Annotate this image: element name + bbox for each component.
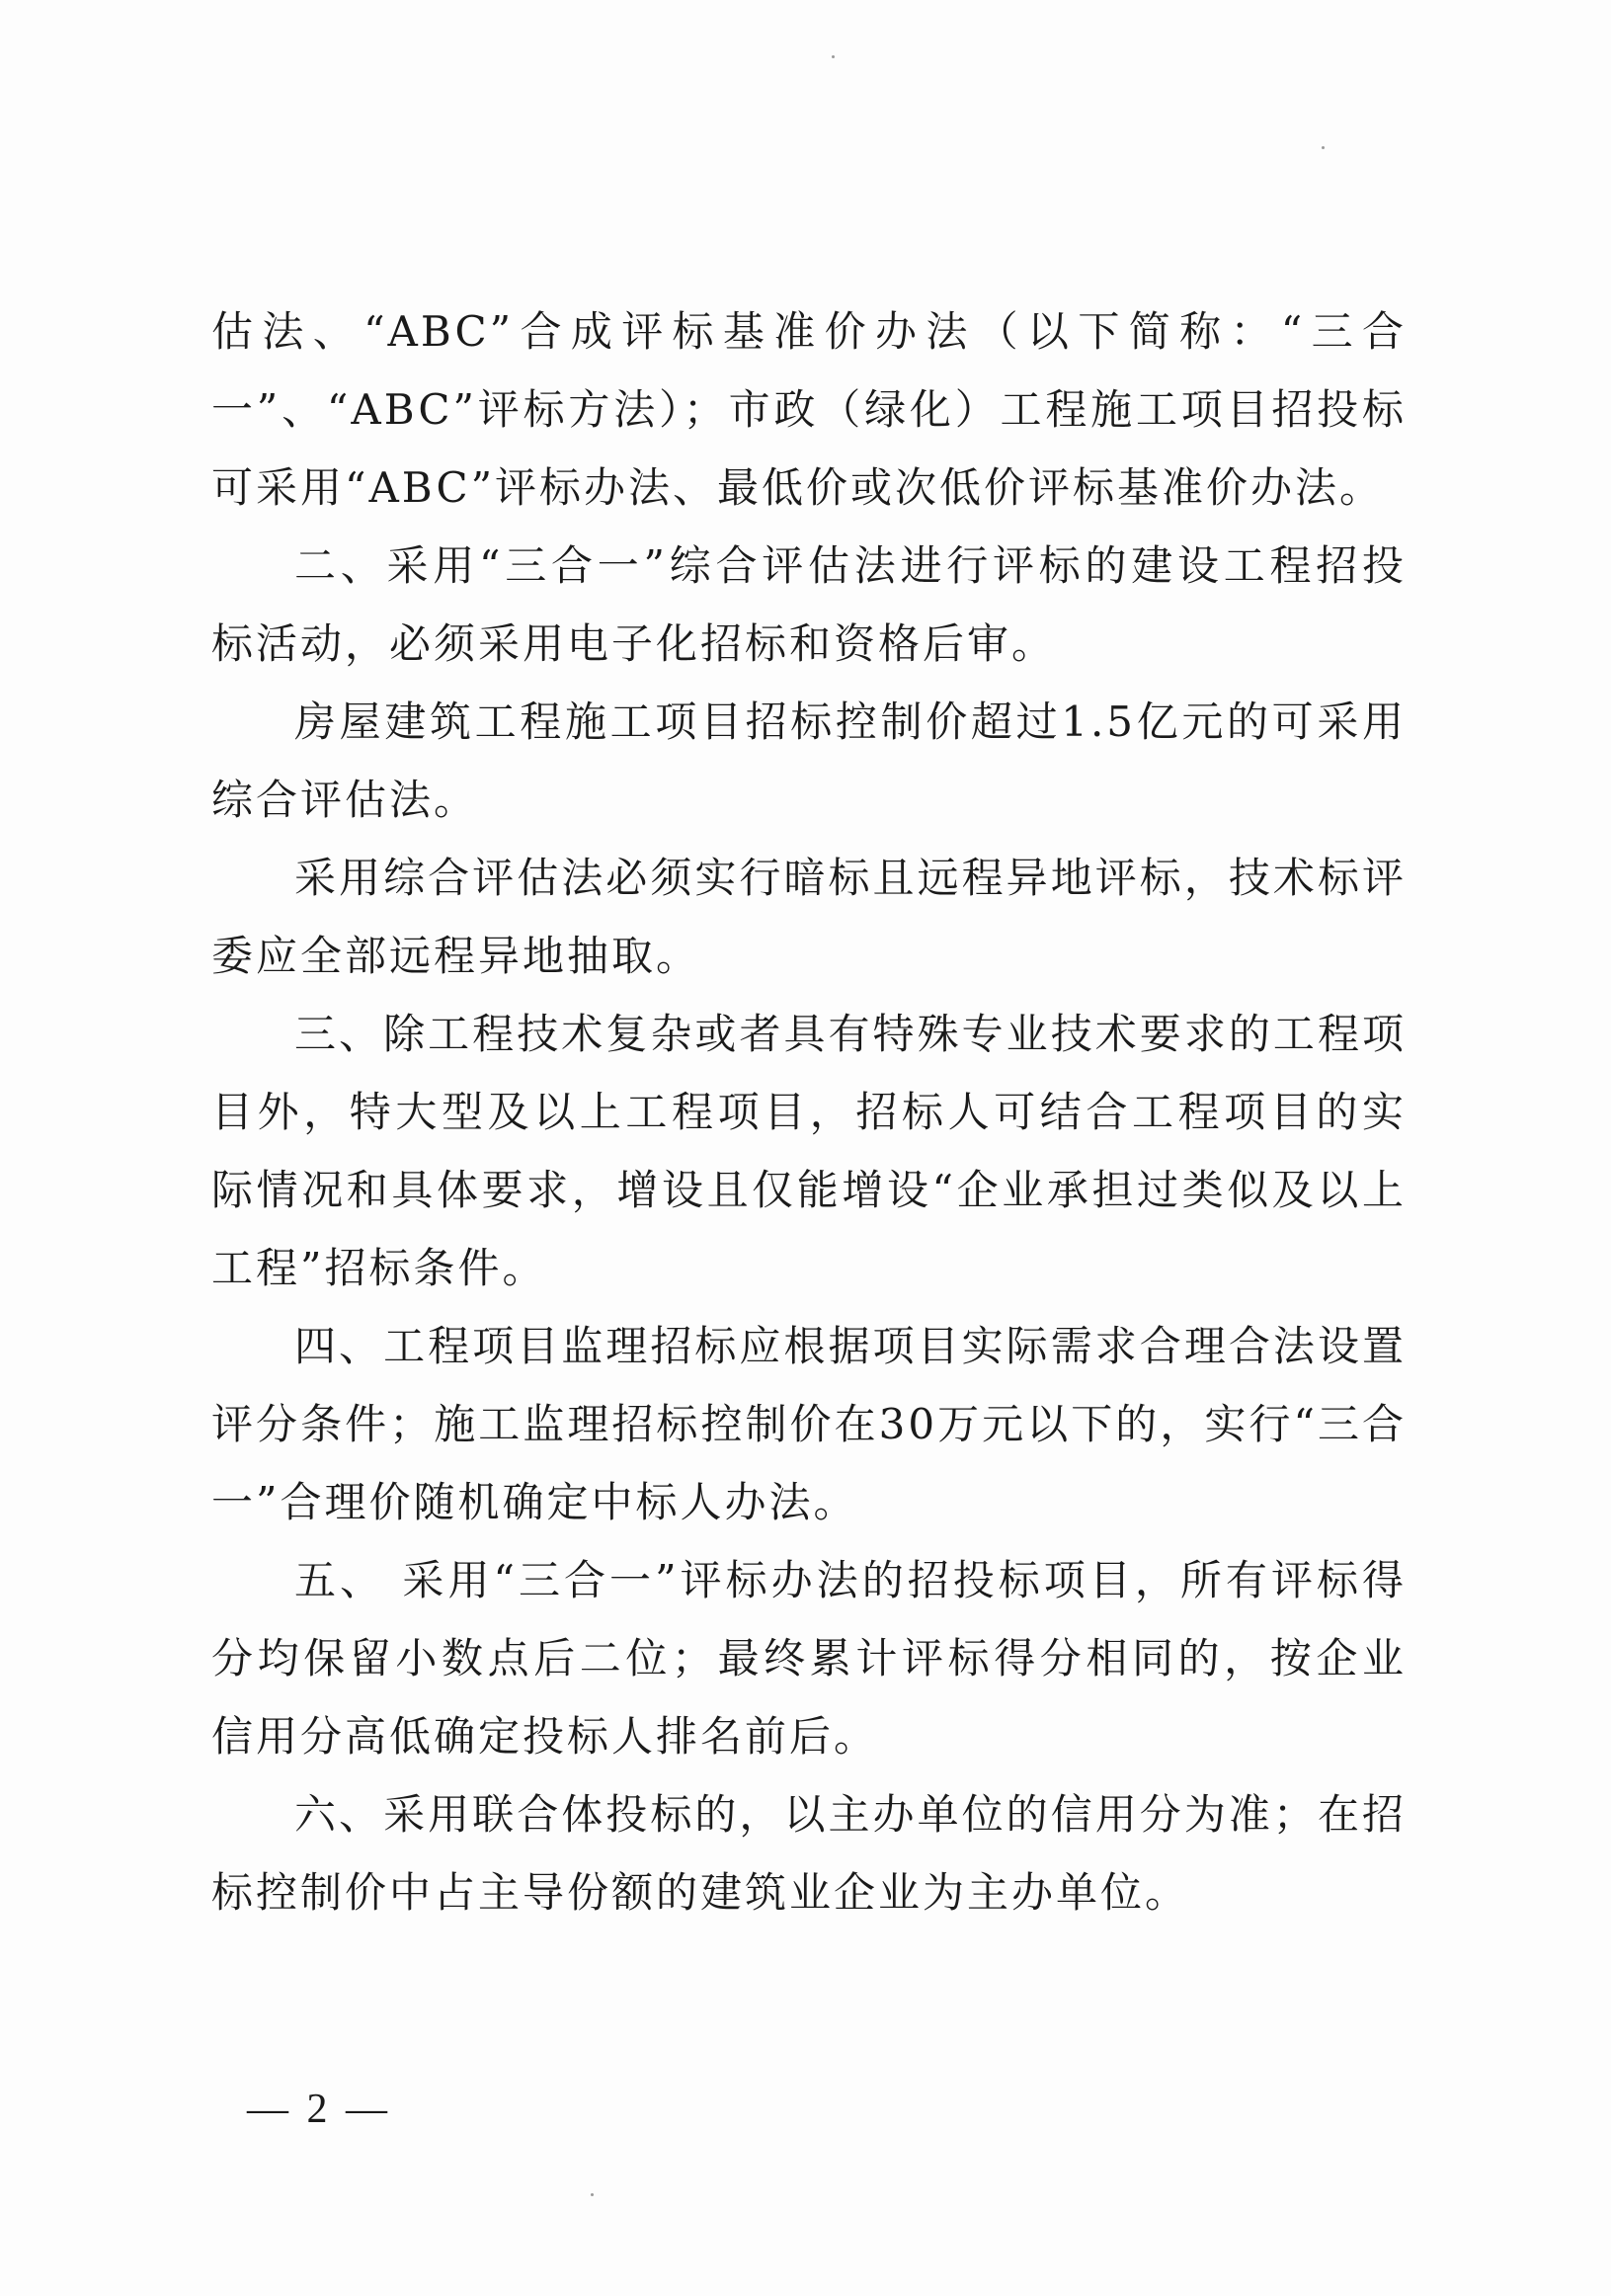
paragraph-item-2-note-2: 采用综合评估法必须实行暗标且远程异地评标，技术标评委应全部远程异地抽取。 [211,854,1407,980]
scan-speck [1322,146,1325,149]
paragraph-item-6: 六、采用联合体投标的，以主办单位的信用分为准；在招标控制价中占主导份额的建筑业企业为主办单位。 [211,1790,1407,1917]
paragraph-item-4: 四、工程项目监理招标应根据项目实际需求合理合法设置评分条件；施工监理招标控制价在30万元以下的，实行“三合一”合理价随机确定中标人办法。 [211,1322,1407,1526]
scan-speck [591,2193,594,2196]
document-body [211,292,1407,1931]
paragraph-item-5: 五、 采用“三合一”评标办法的招投标项目，所有评标得分均保留小数点后二位；最终累计评标得分相同的，按企业信用分高低确定投标人排名前后。 [211,1556,1407,1761]
paragraph-continuation: 估法、“ABC”合成评标基准价办法（以下简称：“三合一”、“ABC”评标方法）；市政（绿化）工程施工项目招投标可采用“ABC”评标办法、最低价或次低价评标基准价办法。 [211,307,1407,512]
page-number: — 2 — [247,2087,391,2132]
scan-speck [832,55,835,58]
paragraph-item-3: 三、除工程技术复杂或者具有特殊专业技术要求的工程项目外，特大型及以上工程项目，招标人可结合工程项目的实际情况和具体要求，增设且仅能增设“企业承担过类似及以上工程”招标条件。 [211,1010,1407,1292]
paragraph-item-2-note-1: 房屋建筑工程施工项目招标控制价超过1.5亿元的可采用综合评估法。 [211,697,1407,824]
paragraph-item-2: 二、采用“三合一”综合评估法进行评标的建设工程招投标活动，必须采用电子化招标和资格后审。 [211,541,1407,668]
